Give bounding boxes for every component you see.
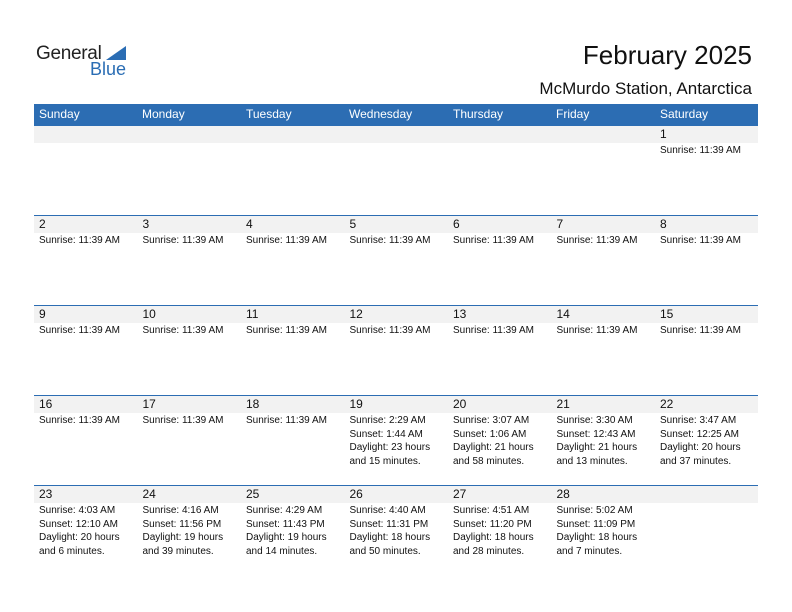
day-cell — [34, 306, 137, 396]
day-number: 25 — [246, 487, 260, 501]
day-cell — [241, 216, 344, 306]
day-sun-info — [143, 324, 224, 338]
day-cell — [448, 216, 551, 306]
day-cell — [345, 486, 448, 576]
day-cell — [241, 306, 344, 396]
day-cell — [448, 486, 551, 576]
day-sun-info — [557, 324, 638, 338]
day-cell — [138, 486, 241, 576]
sun-info-line: Sunrise: 11:39 AM — [556, 235, 638, 246]
day-sun-info — [143, 504, 224, 558]
day-number: 5 — [349, 217, 357, 231]
sun-info-line: Sunset: 12:25 AM — [660, 428, 739, 440]
sun-info-line: Daylight: 18 hours — [556, 532, 638, 543]
sun-info-line: Sunrise: 11:39 AM — [453, 325, 534, 336]
day-number: 3 — [142, 217, 150, 231]
day-cell — [241, 486, 344, 576]
sun-info-line: Sunset: 1:06 AM — [453, 428, 527, 440]
day-sun-info — [557, 234, 638, 248]
sun-info-line: Sunrise: 11:39 AM — [453, 235, 534, 246]
day-cell — [655, 306, 758, 396]
sun-info-line: Sunset: 11:31 PM — [349, 518, 429, 530]
day-number: 16 — [39, 397, 53, 411]
day-sun-info — [350, 504, 431, 558]
day-number: 2 — [39, 217, 46, 231]
day-cell — [34, 486, 137, 576]
day-sun-info — [453, 234, 534, 248]
day-number: 17 — [142, 397, 156, 411]
logo-general-text: General — [36, 43, 102, 64]
day-cell — [34, 216, 137, 306]
sun-info-line: Daylight: 18 hours — [453, 532, 534, 543]
day-sun-info — [660, 414, 741, 468]
sun-info-line: and 39 minutes. — [142, 545, 214, 557]
day-number: 15 — [660, 307, 674, 321]
day-sun-info — [660, 324, 741, 338]
sun-info-line: Sunrise: 11:39 AM — [660, 325, 741, 336]
day-sun-info — [350, 234, 431, 248]
day-sun-info — [453, 414, 534, 468]
day-cell — [448, 126, 551, 216]
day-number: 11 — [246, 307, 259, 321]
day-number: 4 — [246, 217, 253, 231]
day-sun-info — [350, 414, 431, 468]
logo-blue-text: Blue — [90, 59, 127, 79]
day-cell — [448, 306, 551, 396]
day-number: 12 — [349, 307, 363, 321]
weekday-saturday: Saturday — [660, 107, 709, 121]
calendar-week — [34, 395, 758, 486]
day-number: 23 — [39, 487, 53, 501]
day-number: 20 — [453, 397, 467, 411]
day-cell — [655, 396, 758, 486]
sun-info-line: Sunrise: 11:39 AM — [246, 325, 327, 336]
sun-info-line: Sunrise: 11:39 AM — [660, 145, 741, 156]
day-sun-info — [39, 504, 120, 558]
day-number: 26 — [349, 487, 363, 501]
day-sun-info — [557, 504, 638, 558]
day-number: 18 — [246, 397, 260, 411]
day-number: 21 — [556, 397, 570, 411]
day-number: 22 — [660, 397, 674, 411]
calendar-week — [34, 215, 758, 306]
sun-info-line: Sunrise: 11:39 AM — [246, 415, 327, 426]
day-number: 8 — [660, 217, 667, 231]
sun-info-line: Sunrise: 3:07 AM — [453, 415, 530, 426]
day-number: 6 — [453, 217, 460, 231]
day-cell — [138, 126, 241, 216]
weekday-header — [34, 104, 758, 126]
sun-info-line: Daylight: 21 hours — [556, 442, 638, 453]
day-sun-info — [143, 414, 224, 428]
logo — [36, 42, 136, 82]
day-sun-info — [350, 324, 431, 338]
sun-info-line: and 28 minutes. — [453, 545, 525, 557]
day-cell — [241, 126, 344, 216]
day-cell — [655, 216, 758, 306]
sun-info-line: Sunrise: 11:39 AM — [39, 235, 120, 246]
day-cell — [552, 396, 655, 486]
day-sun-info — [143, 234, 224, 248]
sun-info-line: Sunrise: 3:30 AM — [556, 415, 633, 426]
day-cell — [552, 306, 655, 396]
sun-info-line: and 7 minutes. — [556, 545, 623, 557]
sun-info-line: and 37 minutes. — [660, 455, 732, 467]
sun-info-line: Sunrise: 11:39 AM — [246, 235, 327, 246]
sun-info-line: Sunrise: 11:39 AM — [142, 235, 224, 246]
sun-info-line: Sunrise: 4:16 AM — [142, 505, 219, 516]
day-sun-info — [39, 234, 120, 248]
sun-info-line: Daylight: 18 hours — [349, 532, 431, 543]
sun-info-line: and 6 minutes. — [39, 545, 105, 557]
sun-info-line: Sunrise: 11:39 AM — [39, 325, 120, 336]
day-cell — [34, 396, 137, 486]
day-sun-info — [660, 234, 741, 248]
day-cell — [655, 486, 758, 576]
sun-info-line: Sunset: 12:43 AM — [556, 428, 636, 440]
day-number: 9 — [39, 307, 46, 321]
day-cell — [552, 216, 655, 306]
sun-info-line: and 14 minutes. — [246, 545, 318, 557]
day-number: 7 — [556, 217, 564, 231]
sun-info-line: Sunrise: 11:39 AM — [660, 235, 741, 246]
day-sun-info — [39, 414, 120, 428]
sun-info-line: Sunset: 12:10 AM — [39, 518, 118, 530]
sun-info-line: and 15 minutes. — [349, 455, 421, 467]
day-number: 28 — [556, 487, 570, 501]
sun-info-line: Sunrise: 5:02 AM — [556, 505, 633, 516]
day-sun-info — [246, 504, 327, 558]
calendar-week — [34, 305, 758, 396]
sun-info-line: Sunrise: 4:51 AM — [453, 505, 530, 516]
page-title: February 2025 — [582, 40, 752, 70]
sun-info-line: Sunset: 11:43 PM — [246, 518, 325, 530]
sun-info-line: Daylight: 20 hours — [39, 532, 120, 543]
calendar-week — [34, 485, 758, 576]
day-sun-info — [39, 324, 120, 338]
sun-info-line: Sunrise: 11:39 AM — [556, 325, 638, 336]
calendar-week — [34, 126, 758, 216]
logo-triangle-icon — [106, 46, 126, 60]
sun-info-line: Sunrise: 4:03 AM — [39, 505, 116, 516]
day-number: 14 — [556, 307, 570, 321]
sun-info-line: Sunset: 11:09 PM — [556, 518, 636, 530]
weekday-tuesday: Tuesday — [246, 107, 292, 121]
day-cell — [138, 306, 241, 396]
day-cell — [34, 126, 137, 216]
day-cell — [241, 396, 344, 486]
sun-info-line: Sunrise: 4:40 AM — [349, 505, 426, 516]
day-number: 10 — [142, 307, 156, 321]
day-cell — [552, 486, 655, 576]
sun-info-line: Sunrise: 11:39 AM — [142, 325, 224, 336]
weekday-thursday: Thursday — [453, 107, 504, 121]
sun-info-line: Sunrise: 11:39 AM — [39, 415, 120, 426]
sun-info-line: Sunrise: 3:47 AM — [660, 415, 737, 426]
day-cell — [448, 396, 551, 486]
day-number: 24 — [142, 487, 156, 501]
sun-info-line: Sunset: 11:20 PM — [453, 518, 532, 530]
day-cell — [138, 216, 241, 306]
day-cell — [345, 306, 448, 396]
day-sun-info — [660, 144, 741, 158]
location-subtitle: McMurdo Station, Antarctica — [539, 79, 752, 98]
day-number: 19 — [349, 397, 363, 411]
sun-info-line: Daylight: 20 hours — [660, 442, 741, 453]
weekday-sunday: Sunday — [39, 107, 80, 121]
sun-info-line: Sunset: 11:56 PM — [142, 518, 222, 530]
sun-info-line: Daylight: 19 hours — [246, 532, 327, 543]
sun-info-line: and 50 minutes. — [349, 545, 421, 557]
day-sun-info — [453, 504, 534, 558]
sun-info-line: and 58 minutes. — [453, 455, 525, 467]
sun-info-line: Sunrise: 11:39 AM — [142, 415, 224, 426]
day-sun-info — [246, 414, 327, 428]
day-cell — [345, 126, 448, 216]
weekday-monday: Monday — [142, 107, 185, 121]
sun-info-line: Sunrise: 11:39 AM — [349, 325, 431, 336]
sun-info-line: Sunset: 1:44 AM — [349, 428, 423, 440]
day-cell — [655, 126, 758, 216]
day-cell — [138, 396, 241, 486]
sun-info-line: Sunrise: 11:39 AM — [349, 235, 431, 246]
sun-info-line: Sunrise: 4:29 AM — [246, 505, 323, 516]
day-sun-info — [453, 324, 534, 338]
day-cell — [345, 216, 448, 306]
sun-info-line: Daylight: 23 hours — [349, 442, 431, 453]
day-number: 27 — [453, 487, 467, 501]
weekday-wednesday: Wednesday — [349, 107, 413, 121]
sun-info-line: and 13 minutes. — [556, 455, 628, 467]
sun-info-line: Sunrise: 2:29 AM — [349, 415, 426, 426]
day-sun-info — [246, 324, 327, 338]
day-number: 1 — [660, 127, 667, 141]
day-cell — [345, 396, 448, 486]
sun-info-line: Daylight: 19 hours — [142, 532, 224, 543]
weekday-friday: Friday — [556, 107, 590, 121]
day-number: 13 — [453, 307, 467, 321]
day-cell — [552, 126, 655, 216]
sun-info-line: Daylight: 21 hours — [453, 442, 534, 453]
day-sun-info — [557, 414, 638, 468]
day-sun-info — [246, 234, 327, 248]
